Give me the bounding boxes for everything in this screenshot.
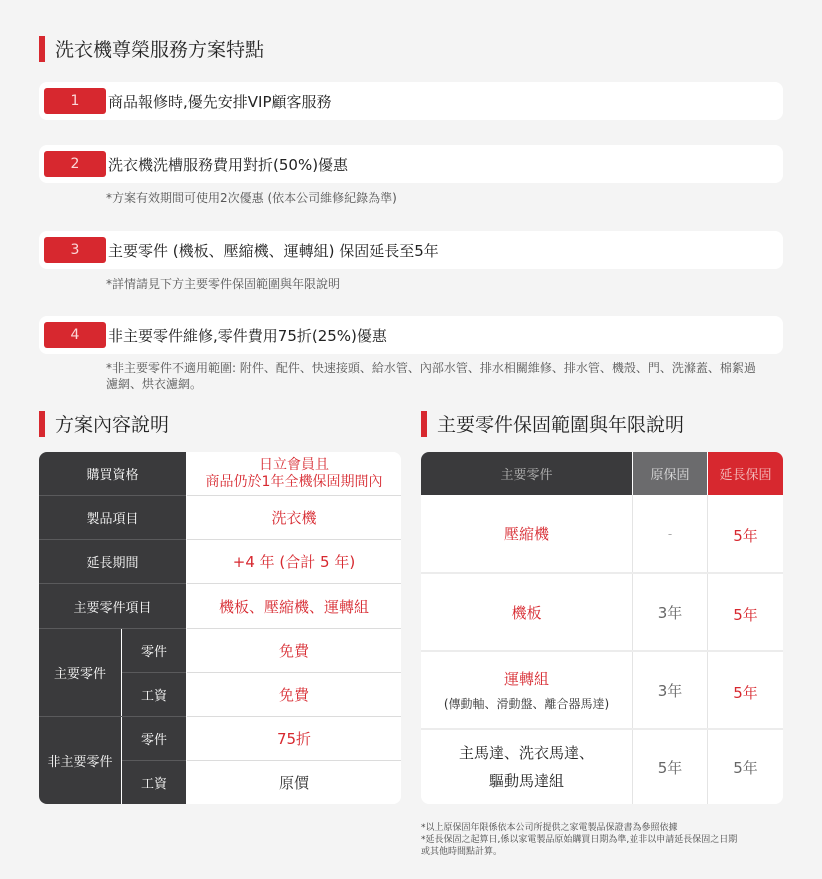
extended-warranty-value: 5年 — [733, 683, 758, 702]
main-parts-label: 主要零件項目 — [39, 584, 186, 628]
part-name: 主馬達、洗衣馬達、 — [458, 744, 594, 762]
part-subtext: (傳動軸、滑動盤、離合器馬達) — [443, 697, 610, 711]
feature-text: 主要零件 (機板、壓縮機、運轉組) 保固延長至5年 — [108, 241, 439, 260]
main-group-label: 主要零件 — [39, 629, 121, 716]
feature-note: *詳情請見下方主要零件保固範圍與年限說明 — [106, 277, 341, 291]
title-accent-bar — [39, 411, 45, 437]
feature-item-1 — [39, 82, 783, 120]
nonmain-group-label: 非主要零件 — [39, 717, 121, 804]
nonmain-labor-sub-label: 工資 — [122, 761, 186, 804]
feature-text: 非主要零件維修,零件費用75折(25%)優惠 — [108, 326, 387, 345]
service-features-title — [39, 35, 264, 62]
feature-note: *非主要零件不適用範圍: 附件、配件、快速接頭、給水管、內部水管、排水相關維修、排水管、機殼、門、洗滌蓋、棉絮過 濾網、烘衣濾網。 — [106, 361, 756, 391]
header-part: 主要零件 — [421, 452, 632, 495]
extended-warranty-cell — [708, 652, 783, 728]
part-name: 壓縮機 — [503, 525, 549, 543]
main-parts-sub-value: 免費 — [187, 629, 401, 672]
original-warranty-value: - — [667, 526, 673, 541]
feature-text: 商品報修時,優先安排VIP顧客服務 — [108, 92, 332, 111]
feature-item-4 — [39, 316, 783, 354]
warranty-table — [421, 452, 783, 804]
period-label: 延長期間 — [39, 540, 186, 583]
table-row — [421, 574, 632, 650]
eligibility-label: 購買資格 — [39, 452, 186, 495]
feature-note: *方案有效期間可使用2次優惠 (依本公司維修紀錄為準) — [106, 191, 397, 205]
eligibility-value-line1: 日立會員且 — [259, 456, 329, 473]
nonmain-labor-sub-value: 原價 — [187, 761, 401, 804]
eligibility-value — [187, 452, 401, 495]
main-parts-value: 機板、壓縮機、運轉組 — [187, 584, 401, 628]
original-warranty-cell — [633, 730, 707, 804]
original-warranty-value: 3年 — [657, 603, 683, 622]
part-name: 運轉組 — [503, 670, 549, 688]
warranty-title — [421, 410, 684, 437]
extended-warranty-value: 5年 — [733, 758, 758, 777]
feature-number-badge: 4 — [44, 322, 106, 348]
header-original-warranty: 原保固 — [633, 452, 707, 495]
table-row — [421, 730, 632, 804]
main-labor-sub-value: 免費 — [187, 673, 401, 716]
warranty-footnote — [421, 822, 781, 858]
product-label: 製品項目 — [39, 496, 186, 539]
feature-item-2 — [39, 145, 783, 183]
feature-number-badge: 3 — [44, 237, 106, 263]
title-accent-bar — [421, 411, 427, 437]
extended-warranty-cell — [708, 574, 783, 650]
eligibility-value-line2: 商品仍於1年全機保固期間內 — [205, 473, 383, 490]
footnote-line-2: *延長保固之起算日,係以家電製品原始購買日期為準,並非以申請延長保固之日期 — [421, 835, 738, 845]
extended-warranty-cell — [708, 495, 783, 572]
feature-number-badge: 2 — [44, 151, 106, 177]
footnote-line-1: *以上原保固年限係依本公司所提供之家電製品保證書為參照依據 — [421, 823, 678, 833]
table-row — [421, 652, 632, 728]
period-value: +4 年 (合計 5 年) — [187, 540, 401, 583]
original-warranty-cell — [633, 495, 707, 572]
original-warranty-value: 3年 — [657, 681, 683, 700]
feature-text: 洗衣機洗槽服務費用對折(50%)優惠 — [108, 155, 349, 174]
part-name: 機板 — [511, 603, 542, 622]
original-warranty-value: 5年 — [657, 758, 683, 777]
extended-warranty-value: 5年 — [733, 527, 758, 545]
nonmain-parts-sub-value: 75折 — [187, 717, 401, 760]
plan-content-title — [39, 410, 169, 437]
plan-content-table — [39, 452, 401, 804]
feature-item-3 — [39, 231, 783, 269]
table-row — [421, 495, 632, 572]
nonmain-parts-sub-label: 零件 — [122, 717, 186, 760]
footnote-line-3: 或其他時間點計算。 — [421, 847, 503, 857]
main-labor-sub-label: 工資 — [122, 673, 186, 716]
main-parts-sub-label: 零件 — [122, 629, 186, 672]
product-value: 洗衣機 — [187, 496, 401, 539]
part-name-line2: 驅動馬達組 — [488, 772, 564, 790]
service-features-title-text: 洗衣機尊榮服務方案特點 — [55, 39, 265, 61]
original-warranty-cell — [633, 652, 707, 728]
original-warranty-cell — [633, 574, 707, 650]
extended-warranty-cell — [708, 730, 783, 804]
header-extended-warranty: 延長保固 — [708, 452, 783, 495]
warranty-title-text: 主要零件保固範圍與年限說明 — [437, 414, 685, 436]
extended-warranty-value: 5年 — [733, 605, 758, 624]
plan-content-title-text: 方案內容說明 — [55, 414, 170, 436]
title-accent-bar — [39, 36, 45, 62]
feature-number-badge: 1 — [44, 88, 106, 114]
